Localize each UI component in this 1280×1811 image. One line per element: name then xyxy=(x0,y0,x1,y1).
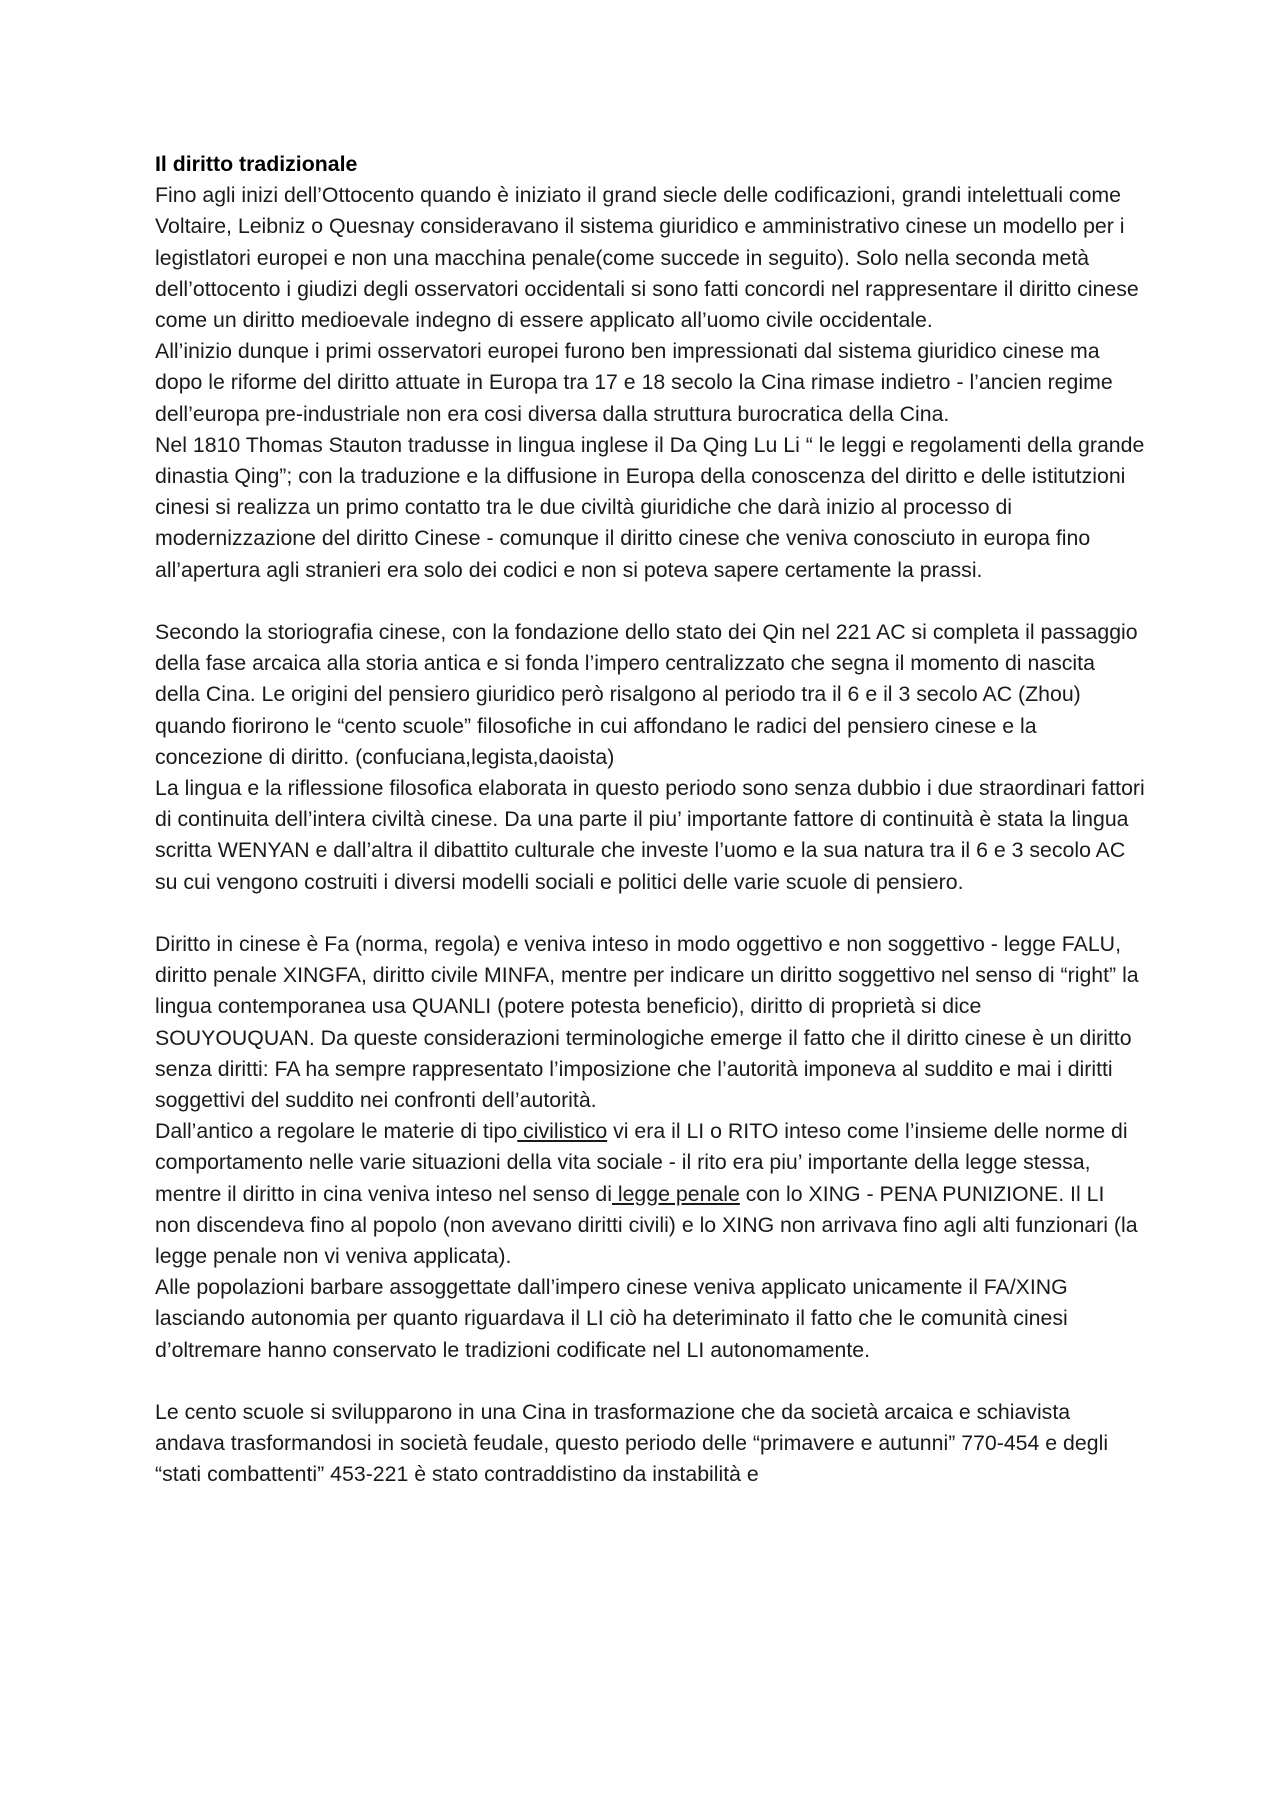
paragraph-storiografia: Secondo la storiografia cinese, con la fondazione dello stato dei Qin nel 221 AC si completa il passaggio della fase arcaica alla storia antica e si fonda l’impero centralizzato che segna il momento di nascita della Cina. Le origini del pensiero giuridico però risalgono al periodo tra il 6 e il 3 secolo AC (Zhou) quando fiorirono le “cento scuole” filosofiche in cui affondano le radici del pensiero cinese e la concezione di diritto. (confuciana,legista,daoista) xyxy=(155,620,1138,769)
text-run: con lo XING - PENA PUNIZIONE. Il LI non discendeva fino al popolo (non avevano diritti civili) e lo XING non arrivava fino agli alti funzionari (la legge penale non vi veniva applicata). xyxy=(155,1181,1138,1269)
paragraph-osservatori-europei: All’inizio dunque i primi osservatori europei furono ben impressionati dal sistema giuridico cinese ma dopo le riforme del diritto attuate in Europa tra 17 e 18 secolo la Cina rimase indietro - l’ancien regime dell’europa pre-industriale non era cosi diversa dalla struttura burocratica della Cina. xyxy=(155,339,1113,426)
paragraph-li-rito xyxy=(155,1116,1145,1272)
paragraph-stauton: Nel 1810 Thomas Stauton tradusse in lingua inglese il Da Qing Lu Li “ le leggi e regolamenti della grande dinastia Qing”; con la traduzione e la diffusione in Europa della conoscenza del diritto e delle istitutzioni cinesi si realizza un primo contatto tra le due civiltà giuridiche che darà inizio al processo di modernizzazione del diritto Cinese - comunque il diritto cinese che veniva conosciuto in europa fino all’apertura agli stranieri era solo dei codici e non si poteva sapere certamente la prassi. xyxy=(155,432,1145,582)
paragraph-popolazioni-barbare: Alle popolazioni barbare assoggettate dall’impero cinese veniva applicato unicamente il FA/XING lasciando autonomia per quanto riguardava il LI ciò ha deteriminato il fatto che le comunità cinesi d’oltremare hanno conservato le tradizioni codificate nel LI autonomamente. xyxy=(155,1275,1068,1362)
text-run: vi era il LI o RITO inteso come l’insieme delle norme di comportamento nelle varie situazioni della vita sociale - il rito era piu’ importante della legge stessa, mentre il diritto in cina veniva inteso nel senso di xyxy=(155,1119,1128,1206)
document-title: Il diritto tradizionale xyxy=(155,152,358,176)
paragraph-cento-scuole: Le cento scuole si svilupparono in una Cina in trasformazione che da società arcaica e schiavista andava trasformandosi in società feudale, questo periodo delle “primavere e autunni” 770-454 e degli “stati combattenti” 453-221 è stato contraddistino da instabilità e xyxy=(155,1400,1109,1487)
paragraph-spacer xyxy=(155,586,1145,617)
paragraph-lingua-filosofia: La lingua e la riflessione filosofica elaborata in questo periodo sono senza dubbio i due straordinari fattori di continuita dell’intera civiltà cinese. Da una parte il piu’ importante fattore di continuità è stata la lingua scritta WENYAN e dall’altra il dibattito culturale che investe l’uomo e la sua natura tra il 6 e 3 secolo AC su cui vengono costruiti i diversi modelli sociali e politici delle varie scuole di pensiero. xyxy=(155,776,1145,894)
paragraph-spacer xyxy=(155,1366,1145,1397)
underlined-civilistico: civilistico xyxy=(517,1119,608,1144)
paragraph-spacer xyxy=(155,898,1145,929)
document-page xyxy=(155,149,1145,1491)
paragraph-ottocento: Fino agli inizi dell’Ottocento quando è iniziato il grand siecle delle codificazioni, grandi intelettuali come Voltaire, Leibniz o Quesnay consideravano il sistema giuridico e amministrativo cinese un modello per i legistlatori europei e non una macchina penale(come succede in seguito). Solo nella seconda metà dell’ottocento i giudizi degli osservatori occidentali si sono fatti concordi nel rappresentare il diritto cinese come un diritto medioevale indegno di essere applicato all’uomo civile occidentale. xyxy=(155,183,1139,333)
text-run: Dall’antico a regolare le materie di tipo xyxy=(155,1119,518,1144)
paragraph-diritto-fa: Diritto in cinese è Fa (norma, regola) e veniva inteso in modo oggettivo e non soggettivo - legge FALU, diritto penale XINGFA, diritto civile MINFA, mentre per indicare un diritto soggettivo nel senso di “right” la lingua contemporanea usa QUANLI (potere potesta beneficio), diritto di proprietà si dice SOUYOUQUAN. Da queste considerazioni terminologiche emerge il fatto che il diritto cinese è un diritto senza diritti: FA ha sempre rappresentato l’imposizione che l’autorità imponeva al suddito e mai i diritti soggettivi del suddito nei confronti dell’autorità. xyxy=(155,932,1139,1113)
underlined-legge-penale: legge penale xyxy=(611,1181,740,1206)
